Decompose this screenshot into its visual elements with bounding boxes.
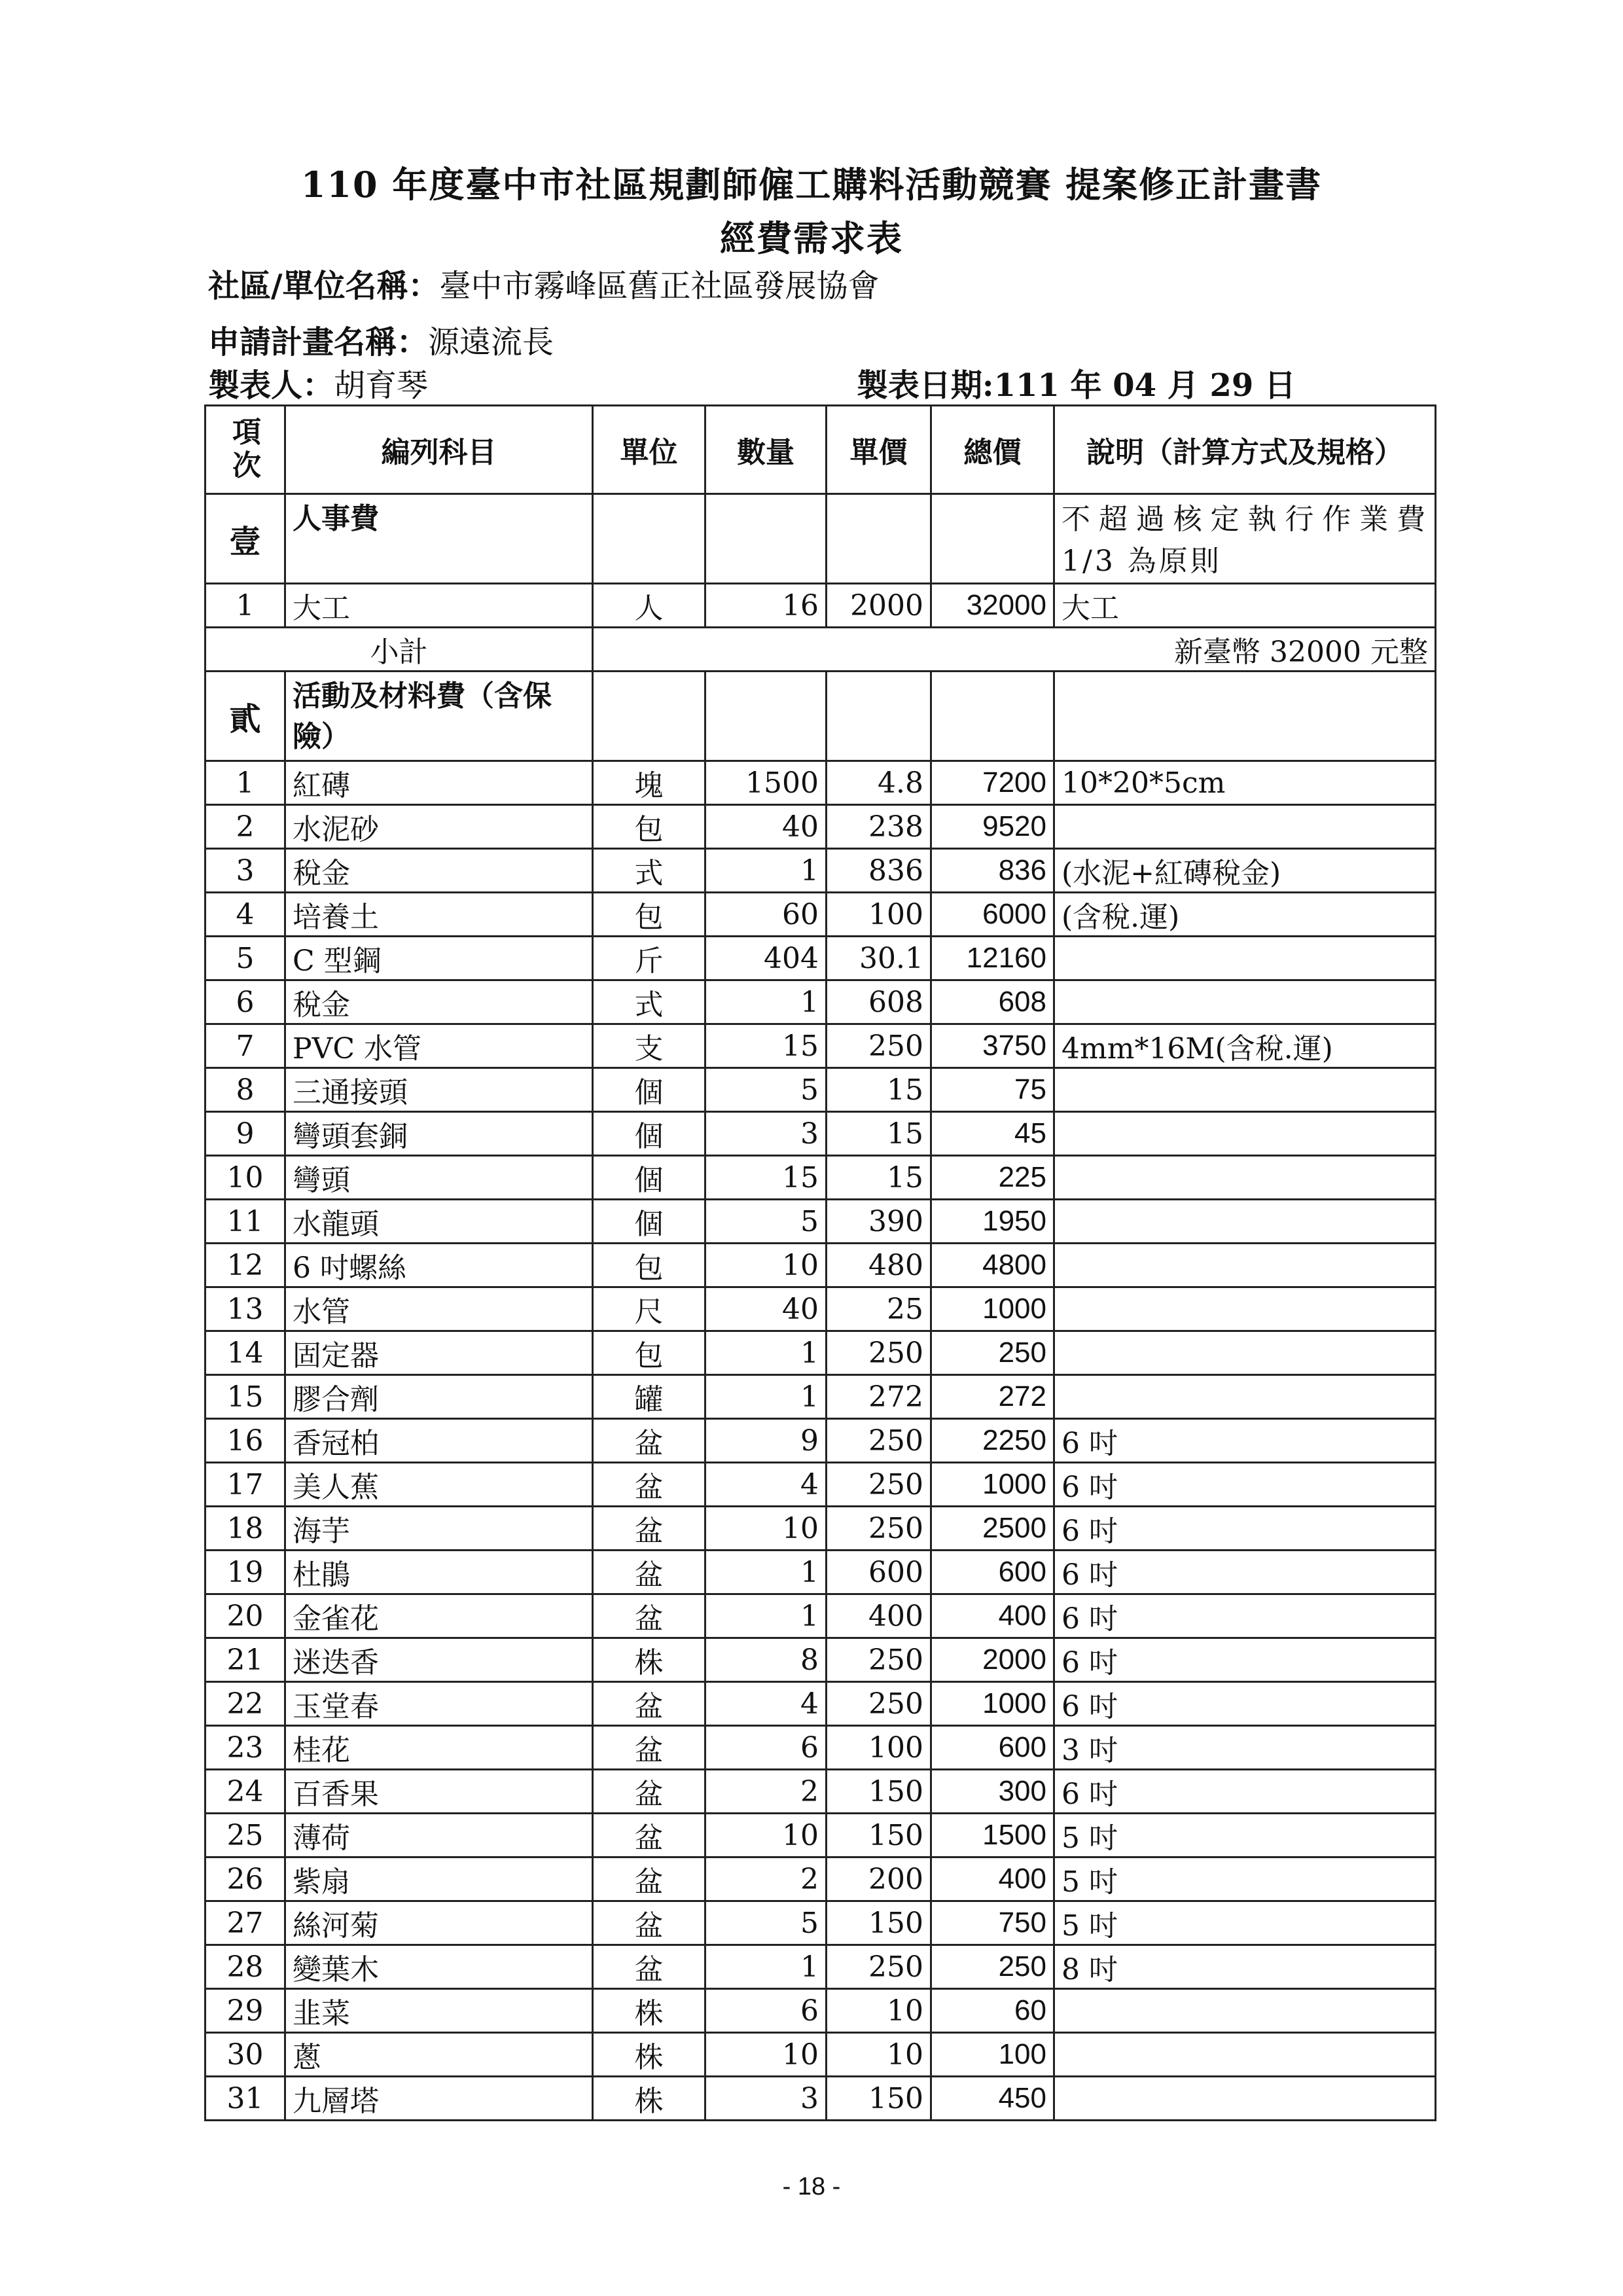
unit-cell: 盆 (593, 1551, 705, 1594)
total-cell: 2250 (931, 1419, 1054, 1463)
unit-price-cell: 15 (827, 1068, 931, 1112)
total-cell: 600 (931, 1726, 1054, 1770)
quantity-cell: 6 (705, 1726, 827, 1770)
item-name-cell: 膠合劑 (285, 1375, 593, 1419)
unit-cell: 盆 (593, 1901, 705, 1945)
table-row (205, 1594, 1436, 1638)
note-cell: 4mm*16M(含稅.運) (1054, 1024, 1436, 1068)
item-name-cell: 水龍頭 (285, 1200, 593, 1244)
section-number: 貳 (205, 672, 285, 761)
unit-price-cell: 600 (827, 1551, 931, 1594)
quantity-cell: 2 (705, 1770, 827, 1814)
item-name-cell: 香冠柏 (285, 1419, 593, 1463)
quantity-cell: 1 (705, 1375, 827, 1419)
unit-price-cell: 150 (827, 1770, 931, 1814)
table-row (205, 1551, 1436, 1594)
plan-value: 源遠流長 (428, 324, 554, 361)
section-row-materials (205, 672, 1436, 761)
unit-cell: 盆 (593, 1814, 705, 1857)
quantity-cell: 10 (705, 1244, 827, 1287)
quantity-cell: 6 (705, 1989, 827, 2033)
note-cell: 5 吋 (1054, 1857, 1436, 1901)
note-cell: 6 吋 (1054, 1419, 1436, 1463)
unit-price-cell: 15 (827, 1112, 931, 1156)
table-row (205, 1945, 1436, 1989)
total-cell: 1000 (931, 1682, 1054, 1726)
note-cell (1054, 1200, 1436, 1244)
total-cell: 7200 (931, 761, 1054, 805)
plan-line (208, 317, 554, 362)
total-cell: 1950 (931, 1200, 1054, 1244)
section-row-personnel (205, 494, 1436, 584)
total-cell: 250 (931, 1945, 1054, 1989)
item-number-cell: 14 (205, 1331, 285, 1375)
document-title: 110 年度臺中市社區規劃師僱工購料活動競賽 提案修正計畫書 (300, 164, 1323, 206)
unit-price-cell: 608 (827, 980, 931, 1024)
note-cell: 6 吋 (1054, 1638, 1436, 1682)
total-cell: 100 (931, 2033, 1054, 2077)
quantity-cell: 60 (705, 893, 827, 937)
table-row (205, 849, 1436, 893)
unit-price-cell: 100 (827, 893, 931, 937)
unit-price-cell: 10 (827, 2033, 931, 2077)
total-cell: 750 (931, 1901, 1054, 1945)
community-line (208, 260, 880, 306)
unit-price-cell: 272 (827, 1375, 931, 1419)
table-row (205, 1463, 1436, 1507)
item-number-cell: 28 (205, 1945, 285, 1989)
item-number-cell: 26 (205, 1857, 285, 1901)
page-number: - 18 - (782, 2173, 841, 2200)
item-name-cell: 培養土 (285, 893, 593, 937)
item-number-cell: 29 (205, 1989, 285, 2033)
quantity-cell: 4 (705, 1682, 827, 1726)
note-cell: (含稅.運) (1054, 893, 1436, 937)
unit-cell: 盆 (593, 1507, 705, 1551)
unit-price-cell: 150 (827, 1901, 931, 1945)
unit-price-cell: 150 (827, 2077, 931, 2121)
header-total: 總價 (931, 406, 1054, 494)
total-cell: 450 (931, 2077, 1054, 2121)
table-row (205, 584, 1436, 628)
note-cell: 6 吋 (1054, 1594, 1436, 1638)
table-row (205, 937, 1436, 980)
quantity-cell: 15 (705, 1024, 827, 1068)
item-name-cell: 水管 (285, 1287, 593, 1331)
unit-cell: 個 (593, 1156, 705, 1200)
table-row (205, 1857, 1436, 1901)
quantity-cell: 3 (705, 1112, 827, 1156)
total-cell: 836 (931, 849, 1054, 893)
table-row (205, 761, 1436, 805)
note-cell: 10*20*5cm (1054, 761, 1436, 805)
note-cell: (水泥+紅磚稅金) (1054, 849, 1436, 893)
total-cell: 225 (931, 1156, 1054, 1200)
unit-cell: 包 (593, 805, 705, 849)
item-number-cell: 4 (205, 893, 285, 937)
unit-cell: 盆 (593, 1770, 705, 1814)
plan-label: 申請計畫名稱： (208, 324, 429, 361)
total-cell: 3750 (931, 1024, 1054, 1068)
quantity-cell: 3 (705, 2077, 827, 2121)
unit-cell: 盆 (593, 1726, 705, 1770)
unit-cell: 個 (593, 1068, 705, 1112)
item-number-cell: 13 (205, 1287, 285, 1331)
unit-price-cell: 250 (827, 1945, 931, 1989)
total-cell: 45 (931, 1112, 1054, 1156)
item-name-cell: 海芋 (285, 1507, 593, 1551)
item-name-cell: 稅金 (285, 980, 593, 1024)
item-number-cell: 23 (205, 1726, 285, 1770)
note-cell (1054, 2033, 1436, 2077)
unit-price-cell: 250 (827, 1463, 931, 1507)
budget-table (204, 404, 1436, 2121)
note-cell: 5 吋 (1054, 1814, 1436, 1857)
section-note: 不超過核定執行作業費 1/3 為原則 (1054, 494, 1436, 584)
unit-cell: 盆 (593, 1463, 705, 1507)
unit-price-cell: 100 (827, 1726, 931, 1770)
item-name-cell: 金雀花 (285, 1594, 593, 1638)
item-number-cell: 20 (205, 1594, 285, 1638)
item-number-cell: 9 (205, 1112, 285, 1156)
item-name-cell: 美人蕉 (285, 1463, 593, 1507)
table-header-row (205, 406, 1436, 494)
subtotal-label: 小計 (205, 628, 593, 672)
item-number-cell: 31 (205, 2077, 285, 2121)
note-cell: 8 吋 (1054, 1945, 1436, 1989)
note-cell (1054, 1112, 1436, 1156)
item-number-cell: 22 (205, 1682, 285, 1726)
note-cell (1054, 980, 1436, 1024)
quantity-cell: 40 (705, 805, 827, 849)
item-number-cell: 11 (205, 1200, 285, 1244)
unit-cell: 株 (593, 2033, 705, 2077)
item-number-cell: 30 (205, 2033, 285, 2077)
quantity-cell: 15 (705, 1156, 827, 1200)
total-cell: 6000 (931, 893, 1054, 937)
item-number-cell: 27 (205, 1901, 285, 1945)
note-cell: 6 吋 (1054, 1463, 1436, 1507)
item-name-cell: 杜鵑 (285, 1551, 593, 1594)
quantity-cell: 1500 (705, 761, 827, 805)
preparer-value: 胡育琴 (334, 367, 429, 404)
note-cell: 6 吋 (1054, 1682, 1436, 1726)
item-name-cell: 彎頭套銅 (285, 1112, 593, 1156)
table-row (205, 1375, 1436, 1419)
note-cell: 5 吋 (1054, 1901, 1436, 1945)
item-number-cell: 1 (205, 584, 285, 628)
total-cell: 2000 (931, 1638, 1054, 1682)
note-cell (1054, 2077, 1436, 2121)
quantity-cell: 1 (705, 1594, 827, 1638)
item-name-cell: C 型鋼 (285, 937, 593, 980)
quantity-cell: 4 (705, 1463, 827, 1507)
item-name-cell: 百香果 (285, 1770, 593, 1814)
total-cell: 1500 (931, 1814, 1054, 1857)
header-subject: 編列科目 (285, 406, 593, 494)
header-note: 說明（計算方式及規格） (1054, 406, 1436, 494)
unit-cell: 式 (593, 980, 705, 1024)
community-value: 臺中市霧峰區舊正社區發展協會 (439, 268, 880, 304)
unit-cell: 支 (593, 1024, 705, 1068)
note-cell (1054, 805, 1436, 849)
unit-cell: 包 (593, 1244, 705, 1287)
quantity-cell: 8 (705, 1638, 827, 1682)
preparer-line (208, 360, 428, 405)
quantity-cell: 1 (705, 1551, 827, 1594)
item-number-cell: 7 (205, 1024, 285, 1068)
date-value: 111 年 04 月 29 日 (993, 367, 1296, 404)
table-row (205, 2033, 1436, 2077)
total-cell: 1000 (931, 1287, 1054, 1331)
unit-cell: 盆 (593, 1682, 705, 1726)
date-label: 製表日期: (856, 367, 994, 404)
unit-price-cell: 150 (827, 1814, 931, 1857)
section-name: 活動及材料費（含保險） (285, 672, 593, 761)
table-row (205, 1331, 1436, 1375)
header-unit-price: 單價 (827, 406, 931, 494)
total-cell: 32000 (931, 584, 1054, 628)
item-name-cell: 桂花 (285, 1726, 593, 1770)
unit-price-cell: 400 (827, 1594, 931, 1638)
item-number-cell: 17 (205, 1463, 285, 1507)
unit-cell: 斤 (593, 937, 705, 980)
quantity-cell: 10 (705, 2033, 827, 2077)
table-row (205, 1244, 1436, 1287)
note-cell (1054, 1331, 1436, 1375)
table-row (205, 1507, 1436, 1551)
note-cell (1054, 1989, 1436, 2033)
item-number-cell: 6 (205, 980, 285, 1024)
item-name-cell: 韭菜 (285, 1989, 593, 2033)
note-cell: 6 吋 (1054, 1551, 1436, 1594)
unit-price-cell: 250 (827, 1638, 931, 1682)
item-number-cell: 10 (205, 1156, 285, 1200)
note-cell (1054, 1068, 1436, 1112)
quantity-cell: 1 (705, 1331, 827, 1375)
item-name-cell: 6 吋螺絲 (285, 1244, 593, 1287)
unit-price-cell: 250 (827, 1682, 931, 1726)
unit-cell: 人 (593, 584, 705, 628)
quantity-cell: 1 (705, 980, 827, 1024)
item-name-cell: 三通接頭 (285, 1068, 593, 1112)
table-row (205, 1419, 1436, 1463)
subtotal-value: 新臺幣 32000 元整 (593, 628, 1436, 672)
table-row (205, 1156, 1436, 1200)
note-cell: 大工 (1054, 584, 1436, 628)
unit-price-cell: 480 (827, 1244, 931, 1287)
item-name-cell: 迷迭香 (285, 1638, 593, 1682)
table-row (205, 1989, 1436, 2033)
total-cell: 400 (931, 1857, 1054, 1901)
item-number-cell: 5 (205, 937, 285, 980)
unit-price-cell: 390 (827, 1200, 931, 1244)
item-number-cell: 8 (205, 1068, 285, 1112)
total-cell: 400 (931, 1594, 1054, 1638)
item-number-cell: 21 (205, 1638, 285, 1682)
unit-cell: 包 (593, 893, 705, 937)
preparer-label: 製表人： (208, 367, 334, 404)
quantity-cell: 9 (705, 1419, 827, 1463)
unit-cell: 個 (593, 1112, 705, 1156)
unit-price-cell: 4.8 (827, 761, 931, 805)
unit-price-cell: 836 (827, 849, 931, 893)
table-row (205, 805, 1436, 849)
table-row (205, 1682, 1436, 1726)
unit-price-cell: 10 (827, 1989, 931, 2033)
item-name-cell: 彎頭 (285, 1156, 593, 1200)
unit-cell: 盆 (593, 1419, 705, 1463)
note-cell: 3 吋 (1054, 1726, 1436, 1770)
unit-price-cell: 250 (827, 1507, 931, 1551)
item-name-cell: 九層塔 (285, 2077, 593, 2121)
item-name-cell: 水泥砂 (285, 805, 593, 849)
quantity-cell: 16 (705, 584, 827, 628)
quantity-cell: 1 (705, 849, 827, 893)
unit-price-cell: 200 (827, 1857, 931, 1901)
total-cell: 300 (931, 1770, 1054, 1814)
total-cell: 9520 (931, 805, 1054, 849)
table-row (205, 980, 1436, 1024)
unit-price-cell: 30.1 (827, 937, 931, 980)
item-name-cell: 變葉木 (285, 1945, 593, 1989)
unit-cell: 塊 (593, 761, 705, 805)
item-number-cell: 25 (205, 1814, 285, 1857)
table-row (205, 1638, 1436, 1682)
table-row (205, 1024, 1436, 1068)
note-cell (1054, 1375, 1436, 1419)
item-name-cell: 大工 (285, 584, 593, 628)
item-name-cell: 紅磚 (285, 761, 593, 805)
item-name-cell: 玉堂春 (285, 1682, 593, 1726)
table-row (205, 1726, 1436, 1770)
quantity-cell: 5 (705, 1068, 827, 1112)
unit-cell: 盆 (593, 1857, 705, 1901)
section-name: 人事費 (285, 494, 593, 584)
table-row (205, 1287, 1436, 1331)
total-cell: 250 (931, 1331, 1054, 1375)
item-name-cell: 蔥 (285, 2033, 593, 2077)
item-number-cell: 24 (205, 1770, 285, 1814)
table-row (205, 1901, 1436, 1945)
quantity-cell: 404 (705, 937, 827, 980)
item-name-cell: 稅金 (285, 849, 593, 893)
table-row (205, 1814, 1436, 1857)
item-number-cell: 16 (205, 1419, 285, 1463)
item-name-cell: 薄荷 (285, 1814, 593, 1857)
unit-cell: 株 (593, 1638, 705, 1682)
item-number-cell: 3 (205, 849, 285, 893)
header-qty: 數量 (705, 406, 827, 494)
item-name-cell: PVC 水管 (285, 1024, 593, 1068)
header-unit: 單位 (593, 406, 705, 494)
item-number-cell: 1 (205, 761, 285, 805)
unit-price-cell: 2000 (827, 584, 931, 628)
item-number-cell: 2 (205, 805, 285, 849)
unit-cell: 尺 (593, 1287, 705, 1331)
table-row (205, 1112, 1436, 1156)
unit-price-cell: 25 (827, 1287, 931, 1331)
unit-cell: 式 (593, 849, 705, 893)
item-number-cell: 12 (205, 1244, 285, 1287)
quantity-cell: 40 (705, 1287, 827, 1331)
unit-cell: 盆 (593, 1945, 705, 1989)
quantity-cell: 1 (705, 1945, 827, 1989)
unit-cell: 株 (593, 2077, 705, 2121)
quantity-cell: 2 (705, 1857, 827, 1901)
unit-cell: 罐 (593, 1375, 705, 1419)
table-row (205, 1770, 1436, 1814)
date-line (857, 360, 1296, 405)
quantity-cell: 5 (705, 1200, 827, 1244)
unit-price-cell: 250 (827, 1331, 931, 1375)
note-cell: 6 吋 (1054, 1770, 1436, 1814)
note-cell (1054, 937, 1436, 980)
header-item-no: 項次 (205, 406, 285, 494)
item-number-cell: 15 (205, 1375, 285, 1419)
note-cell (1054, 1287, 1436, 1331)
total-cell: 272 (931, 1375, 1054, 1419)
community-label: 社區/單位名稱： (208, 268, 440, 304)
note-cell: 6 吋 (1054, 1507, 1436, 1551)
note-cell (1054, 1244, 1436, 1287)
item-name-cell: 絲河菊 (285, 1901, 593, 1945)
total-cell: 2500 (931, 1507, 1054, 1551)
item-number-cell: 18 (205, 1507, 285, 1551)
table-row (205, 893, 1436, 937)
section-number: 壹 (205, 494, 285, 584)
unit-price-cell: 250 (827, 1419, 931, 1463)
total-cell: 4800 (931, 1244, 1054, 1287)
item-name-cell: 固定器 (285, 1331, 593, 1375)
table-row (205, 1068, 1436, 1112)
item-number-cell: 19 (205, 1551, 285, 1594)
subtotal-row (205, 628, 1436, 672)
table-row (205, 2077, 1436, 2121)
quantity-cell: 10 (705, 1507, 827, 1551)
total-cell: 600 (931, 1551, 1054, 1594)
unit-price-cell: 250 (827, 1024, 931, 1068)
table-row (205, 1200, 1436, 1244)
total-cell: 1000 (931, 1463, 1054, 1507)
quantity-cell: 5 (705, 1901, 827, 1945)
total-cell: 60 (931, 1989, 1054, 2033)
document-subtitle: 經費需求表 (720, 217, 903, 259)
unit-cell: 個 (593, 1200, 705, 1244)
item-name-cell: 紫扇 (285, 1857, 593, 1901)
unit-cell: 盆 (593, 1594, 705, 1638)
total-cell: 75 (931, 1068, 1054, 1112)
unit-price-cell: 238 (827, 805, 931, 849)
quantity-cell: 10 (705, 1814, 827, 1857)
total-cell: 12160 (931, 937, 1054, 980)
unit-cell: 包 (593, 1331, 705, 1375)
total-cell: 608 (931, 980, 1054, 1024)
note-cell (1054, 1156, 1436, 1200)
unit-price-cell: 15 (827, 1156, 931, 1200)
unit-cell: 株 (593, 1989, 705, 2033)
